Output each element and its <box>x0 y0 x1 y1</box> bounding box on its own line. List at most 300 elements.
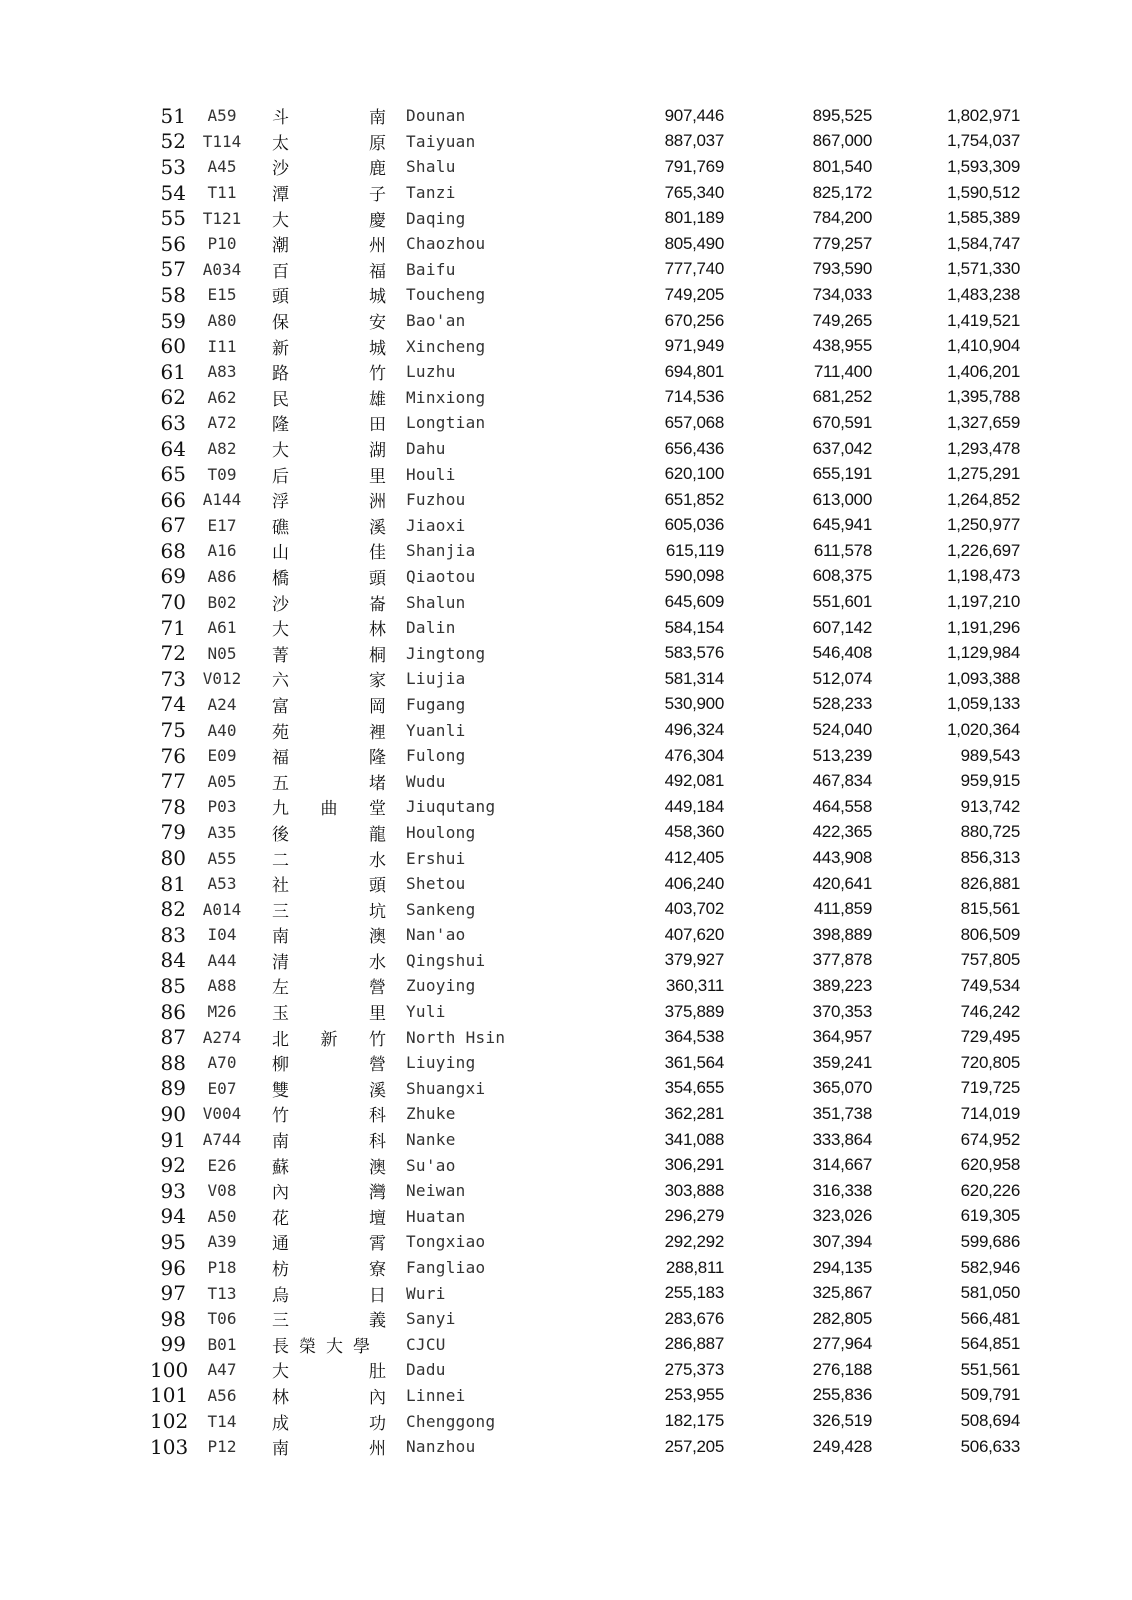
chinese-name <box>258 462 406 487</box>
station-code-cell: A55 <box>207 848 237 868</box>
station-code-cell: A744 <box>202 1130 242 1150</box>
chinese-name <box>258 820 406 845</box>
english-name-cell: Xincheng <box>406 336 486 356</box>
total-cell: 714,019 <box>960 1103 1020 1123</box>
english-name-cell: Taiyuan <box>406 131 476 151</box>
table-row <box>150 589 1020 615</box>
total-cell: 749,534 <box>960 975 1020 995</box>
entries-cell: 296,279 <box>664 1206 724 1226</box>
rank-cell: 82 <box>160 897 186 922</box>
chinese-name-cell <box>258 820 406 846</box>
entries-cell: 253,955 <box>664 1385 724 1405</box>
chinese-name-char: 頭 <box>369 876 386 897</box>
entries-cell: 449,184 <box>664 796 724 816</box>
entries-cell: 496,324 <box>664 720 724 740</box>
entries-cell: 581,314 <box>664 668 724 688</box>
rank-cell: 103 <box>150 1434 189 1459</box>
entries-cell: 306,291 <box>664 1155 724 1175</box>
chinese-name-char: 州 <box>369 1439 386 1460</box>
table-row <box>150 871 1020 897</box>
chinese-name-cell <box>258 794 406 820</box>
chinese-name-char: 州 <box>369 236 386 257</box>
chinese-name-char: 成 <box>272 1413 289 1434</box>
entries-cell: 791,769 <box>664 156 724 176</box>
chinese-name-char: 曲 <box>320 799 338 820</box>
chinese-name-cell <box>258 1229 406 1255</box>
table-row <box>150 359 1020 385</box>
entries-cell: 476,304 <box>664 745 724 765</box>
english-name-cell: Ershui <box>406 848 466 868</box>
chinese-name-char: 城 <box>369 338 386 359</box>
entries-cell: 651,852 <box>664 489 724 509</box>
total-cell: 1,020,364 <box>947 720 1020 740</box>
total-cell: 1,197,210 <box>947 592 1020 612</box>
chinese-name-char: 六 <box>272 671 289 692</box>
chinese-name <box>258 513 406 538</box>
chinese-name-cell <box>258 615 406 641</box>
table-row <box>150 231 1020 257</box>
english-name-cell: Fangliao <box>406 1258 486 1278</box>
english-name-cell: Jiuqutang <box>406 797 496 817</box>
total-cell: 1,483,238 <box>947 284 1020 304</box>
rank-cell: 65 <box>160 462 186 487</box>
chinese-name <box>258 129 406 154</box>
station-code-cell: E09 <box>207 746 237 766</box>
exits-cell: 438,955 <box>812 336 872 356</box>
chinese-name-char: 潮 <box>272 236 289 257</box>
chinese-name-char: 沙 <box>272 159 289 180</box>
chinese-name <box>258 410 406 435</box>
total-cell: 880,725 <box>960 822 1020 842</box>
table-row <box>150 154 1020 180</box>
station-code-cell: E15 <box>207 285 237 305</box>
station-code-cell: A72 <box>207 413 237 433</box>
exits-cell: 793,590 <box>812 259 872 279</box>
exits-cell: 645,941 <box>812 515 872 535</box>
total-cell: 1,275,291 <box>947 464 1020 484</box>
total-cell: 581,050 <box>960 1283 1020 1303</box>
exits-cell: 377,878 <box>812 950 872 970</box>
entries-cell: 354,655 <box>664 1078 724 1098</box>
chinese-name-char: 水 <box>369 850 386 871</box>
total-cell: 815,561 <box>960 899 1020 919</box>
total-cell: 1,410,904 <box>947 336 1020 356</box>
chinese-name-char: 大 <box>272 441 289 462</box>
total-cell: 509,791 <box>960 1385 1020 1405</box>
chinese-name-char: 苑 <box>272 722 289 743</box>
entries-cell: 657,068 <box>664 412 724 432</box>
exits-cell: 867,000 <box>812 131 872 151</box>
chinese-name-char: 崙 <box>369 594 386 615</box>
english-name-cell: North Hsin <box>406 1027 506 1047</box>
exits-cell: 637,042 <box>812 438 872 458</box>
chinese-name-cell <box>258 640 406 666</box>
exits-cell: 546,408 <box>812 643 872 663</box>
total-cell: 1,226,697 <box>947 540 1020 560</box>
station-code-cell: T121 <box>202 208 242 228</box>
chinese-name-cell <box>258 1178 406 1204</box>
total-cell: 1,419,521 <box>947 310 1020 330</box>
chinese-name <box>258 1409 406 1434</box>
entries-cell: 583,576 <box>664 643 724 663</box>
chinese-name <box>258 1306 406 1331</box>
english-name-cell: Su'ao <box>406 1155 456 1175</box>
chinese-name-cell <box>258 282 406 308</box>
rank-cell: 60 <box>160 334 186 359</box>
english-name-cell: Jingtong <box>406 643 486 663</box>
chinese-name <box>258 922 406 947</box>
rank-cell: 62 <box>160 385 186 410</box>
total-cell: 1,264,852 <box>947 489 1020 509</box>
chinese-name <box>258 257 406 282</box>
english-name-cell: Houlong <box>406 822 476 842</box>
chinese-name <box>258 308 406 333</box>
chinese-name <box>258 641 406 666</box>
chinese-name <box>258 1178 406 1203</box>
exits-cell: 608,375 <box>812 566 872 586</box>
exits-cell: 389,223 <box>812 975 872 995</box>
total-cell: 720,805 <box>960 1052 1020 1072</box>
exits-cell: 551,601 <box>812 592 872 612</box>
english-name-cell: CJCU <box>406 1334 446 1354</box>
chinese-name-char: 頭 <box>369 568 386 589</box>
exits-cell: 294,135 <box>812 1257 872 1277</box>
entries-cell: 605,036 <box>664 515 724 535</box>
chinese-name-char: 大 <box>326 1336 343 1357</box>
chinese-name-char: 澳 <box>369 927 386 948</box>
chinese-name <box>258 1101 406 1126</box>
station-code-cell: E26 <box>207 1155 237 1175</box>
exits-cell: 749,265 <box>812 310 872 330</box>
total-cell: 959,915 <box>960 771 1020 791</box>
chinese-name-cell <box>258 1332 406 1358</box>
chinese-name-char: 清 <box>272 952 289 973</box>
total-cell: 620,226 <box>960 1180 1020 1200</box>
english-name-cell: Fugang <box>406 694 466 714</box>
exits-cell: 420,641 <box>812 873 872 893</box>
chinese-name-char: 日 <box>369 1285 386 1306</box>
chinese-name <box>258 692 406 717</box>
english-name-cell: Houli <box>406 464 456 484</box>
chinese-name-cell <box>258 1076 406 1102</box>
exits-cell: 512,074 <box>812 668 872 688</box>
exits-cell: 779,257 <box>812 233 872 253</box>
station-code-cell: A53 <box>207 874 237 894</box>
exits-cell: 365,070 <box>812 1078 872 1098</box>
table-row <box>150 717 1020 743</box>
exits-cell: 255,836 <box>812 1385 872 1405</box>
chinese-name-char: 城 <box>369 287 386 308</box>
station-code-cell: A16 <box>207 541 237 561</box>
rank-cell: 75 <box>160 718 186 743</box>
entries-cell: 971,949 <box>664 336 724 356</box>
chinese-name-cell <box>258 1050 406 1076</box>
chinese-name <box>258 973 406 998</box>
rank-cell: 102 <box>150 1409 189 1434</box>
rank-cell: 81 <box>160 871 186 896</box>
chinese-name <box>258 1383 406 1408</box>
rank-cell: 96 <box>160 1255 186 1280</box>
chinese-name-cell <box>258 564 406 590</box>
station-code-cell: I04 <box>207 925 237 945</box>
entries-cell: 749,205 <box>664 284 724 304</box>
entries-cell: 620,100 <box>664 464 724 484</box>
entries-cell: 364,538 <box>664 1027 724 1047</box>
entries-cell: 694,801 <box>664 361 724 381</box>
total-cell: 1,327,659 <box>947 412 1020 432</box>
rank-cell: 86 <box>160 999 186 1024</box>
english-name-cell: Bao'an <box>406 311 466 331</box>
rank-cell: 68 <box>160 538 186 563</box>
exits-cell: 316,338 <box>812 1180 872 1200</box>
rank-cell: 56 <box>160 231 186 256</box>
entries-cell: 406,240 <box>664 873 724 893</box>
entries-cell: 714,536 <box>664 387 724 407</box>
rank-cell: 58 <box>160 282 186 307</box>
entries-cell: 403,702 <box>664 899 724 919</box>
chinese-name-char: 堵 <box>369 773 386 794</box>
chinese-name-cell <box>258 1255 406 1281</box>
chinese-name <box>258 206 406 231</box>
table-row <box>150 768 1020 794</box>
station-code-cell: T06 <box>207 1309 237 1329</box>
table-row <box>150 1127 1020 1153</box>
table-row <box>150 180 1020 206</box>
exits-cell: 282,805 <box>812 1308 872 1328</box>
rank-cell: 55 <box>160 206 186 231</box>
english-name-cell: Neiwan <box>406 1181 466 1201</box>
exits-cell: 323,026 <box>812 1206 872 1226</box>
table-row <box>150 794 1020 820</box>
exits-cell: 307,394 <box>812 1231 872 1251</box>
chinese-name-char: 榮 <box>299 1336 316 1357</box>
chinese-name <box>258 718 406 743</box>
english-name-cell: Toucheng <box>406 285 486 305</box>
entries-cell: 255,183 <box>664 1283 724 1303</box>
exits-cell: 364,957 <box>812 1027 872 1047</box>
chinese-name <box>258 1204 406 1229</box>
table-row <box>150 640 1020 666</box>
exits-cell: 249,428 <box>812 1436 872 1456</box>
chinese-name <box>258 385 406 410</box>
station-code-cell: P03 <box>207 797 237 817</box>
total-cell: 551,561 <box>960 1359 1020 1379</box>
chinese-name <box>258 154 406 179</box>
rank-cell: 63 <box>160 410 186 435</box>
station-code-cell: A50 <box>207 1206 237 1226</box>
station-code-cell: T114 <box>202 131 242 151</box>
rank-cell: 51 <box>160 103 186 128</box>
rank-cell: 52 <box>160 129 186 154</box>
chinese-name-char: 二 <box>272 850 289 871</box>
chinese-name <box>258 180 406 205</box>
table-row <box>150 103 1020 129</box>
chinese-name <box>258 871 406 896</box>
rank-cell: 54 <box>160 180 186 205</box>
chinese-name-cell <box>258 180 406 206</box>
total-cell: 757,805 <box>960 950 1020 970</box>
chinese-name-char: 肚 <box>369 1362 386 1383</box>
total-cell: 1,293,478 <box>947 438 1020 458</box>
chinese-name <box>258 590 406 615</box>
chinese-name-cell <box>258 461 406 487</box>
english-name-cell: Jiaoxi <box>406 515 466 535</box>
chinese-name-char: 福 <box>272 748 289 769</box>
chinese-name-char: 保 <box>272 313 289 334</box>
chinese-name-char: 烏 <box>272 1285 289 1306</box>
exits-cell: 784,200 <box>812 208 872 228</box>
station-code-cell: P10 <box>207 234 237 254</box>
entries-cell: 303,888 <box>664 1180 724 1200</box>
chinese-name <box>258 334 406 359</box>
chinese-name-char: 安 <box>369 313 386 334</box>
exits-cell: 670,591 <box>812 412 872 432</box>
total-cell: 1,198,473 <box>947 566 1020 586</box>
chinese-name-char: 新 <box>272 338 289 359</box>
table-row <box>150 922 1020 948</box>
table-row <box>150 1229 1020 1255</box>
chinese-name <box>258 999 406 1024</box>
english-name-cell: Dalin <box>406 618 456 638</box>
rank-cell: 90 <box>160 1101 186 1126</box>
chinese-name-char: 子 <box>369 185 386 206</box>
table-row <box>150 410 1020 436</box>
station-code-cell: P18 <box>207 1258 237 1278</box>
chinese-name-cell <box>258 1434 406 1460</box>
station-code-cell: A62 <box>207 387 237 407</box>
chinese-name <box>258 846 406 871</box>
station-code-cell: P12 <box>207 1437 237 1457</box>
chinese-name-char: 浮 <box>272 492 289 513</box>
chinese-name <box>258 103 406 128</box>
table-row <box>150 692 1020 718</box>
total-cell: 719,725 <box>960 1078 1020 1098</box>
entries-cell: 590,098 <box>664 566 724 586</box>
chinese-name-cell <box>258 257 406 283</box>
chinese-name-cell <box>258 871 406 897</box>
entries-cell: 615,119 <box>665 540 724 560</box>
rank-cell: 94 <box>160 1204 186 1229</box>
rank-cell: 73 <box>160 666 186 691</box>
chinese-name-char: 礁 <box>272 517 289 538</box>
chinese-name-char: 內 <box>369 1387 386 1408</box>
rank-cell: 87 <box>160 1025 186 1050</box>
chinese-name-cell <box>258 743 406 769</box>
table-row <box>150 333 1020 359</box>
chinese-name-char: 原 <box>369 133 386 154</box>
english-name-cell: Minxiong <box>406 387 486 407</box>
entries-cell: 412,405 <box>664 848 724 868</box>
rank-cell: 69 <box>160 564 186 589</box>
table-row <box>150 282 1020 308</box>
station-code-cell: A034 <box>202 259 242 279</box>
total-cell: 674,952 <box>960 1129 1020 1149</box>
entries-cell: 379,927 <box>664 950 724 970</box>
entries-cell: 656,436 <box>664 438 724 458</box>
chinese-name <box>258 1050 406 1075</box>
english-name-cell: Baifu <box>406 259 456 279</box>
english-name-cell: Liuying <box>406 1053 476 1073</box>
english-name-cell: Nan'ao <box>406 925 466 945</box>
chinese-name-cell <box>258 589 406 615</box>
total-cell: 506,633 <box>960 1436 1020 1456</box>
rank-cell: 95 <box>160 1229 186 1254</box>
station-code-cell: A88 <box>207 976 237 996</box>
chinese-name-cell <box>258 308 406 334</box>
english-name-cell: Shetou <box>406 874 466 894</box>
exits-cell: 422,365 <box>812 822 872 842</box>
table-row <box>150 896 1020 922</box>
chinese-name-char: 雄 <box>369 389 386 410</box>
chinese-name-char: 北 <box>272 1029 289 1050</box>
exits-cell: 351,738 <box>812 1103 872 1123</box>
table-row <box>150 666 1020 692</box>
entries-cell: 492,081 <box>664 771 724 791</box>
chinese-name-cell <box>258 768 406 794</box>
total-cell: 826,881 <box>960 873 1020 893</box>
chinese-name-char: 霄 <box>369 1234 386 1255</box>
english-name-cell: Linnei <box>406 1385 466 1405</box>
chinese-name-char: 菁 <box>272 645 289 666</box>
table-row <box>150 1178 1020 1204</box>
total-cell: 1,406,201 <box>947 361 1020 381</box>
chinese-name-char: 山 <box>272 543 289 564</box>
exits-cell: 359,241 <box>812 1052 872 1072</box>
exits-cell: 611,578 <box>813 540 872 560</box>
total-cell: 729,495 <box>960 1027 1020 1047</box>
english-name-cell: Chaozhou <box>406 234 486 254</box>
chinese-name-char: 慶 <box>369 210 386 231</box>
rank-cell: 78 <box>160 794 186 819</box>
exits-cell: 398,889 <box>812 924 872 944</box>
table-row <box>150 743 1020 769</box>
chinese-name-char: 竹 <box>369 1029 386 1050</box>
entries-cell: 257,205 <box>664 1436 724 1456</box>
chinese-name-char: 堂 <box>369 799 386 820</box>
chinese-name-char: 佳 <box>369 543 386 564</box>
chinese-name <box>258 948 406 973</box>
table-row <box>150 1280 1020 1306</box>
chinese-name-char: 隆 <box>272 415 289 436</box>
table-row <box>150 1255 1020 1281</box>
chinese-name-char: 玉 <box>272 1004 289 1025</box>
table-row <box>150 257 1020 283</box>
english-name-cell: Qiaotou <box>406 566 476 586</box>
entries-cell: 275,373 <box>664 1359 724 1379</box>
chinese-name-char: 營 <box>369 1055 386 1076</box>
chinese-name-cell <box>258 487 406 513</box>
chinese-name-char: 潭 <box>272 185 289 206</box>
station-code-cell: A39 <box>207 1232 237 1252</box>
chinese-name-cell <box>258 717 406 743</box>
total-cell: 1,802,971 <box>947 105 1020 125</box>
rank-cell: 77 <box>160 769 186 794</box>
station-code-cell: B02 <box>207 592 237 612</box>
chinese-name-cell <box>258 154 406 180</box>
chinese-name-char: 大 <box>272 1362 289 1383</box>
exits-cell: 277,964 <box>812 1334 872 1354</box>
chinese-name-char: 科 <box>369 1106 386 1127</box>
station-code-cell: A274 <box>202 1027 242 1047</box>
station-code-cell: B01 <box>207 1334 237 1354</box>
chinese-name-cell <box>258 1357 406 1383</box>
rank-cell: 84 <box>160 948 186 973</box>
rank-cell: 70 <box>160 590 186 615</box>
station-code-cell: A47 <box>207 1360 237 1380</box>
station-code-cell: N05 <box>207 643 237 663</box>
rank-cell: 99 <box>160 1332 186 1357</box>
station-code-cell: V012 <box>202 669 242 689</box>
